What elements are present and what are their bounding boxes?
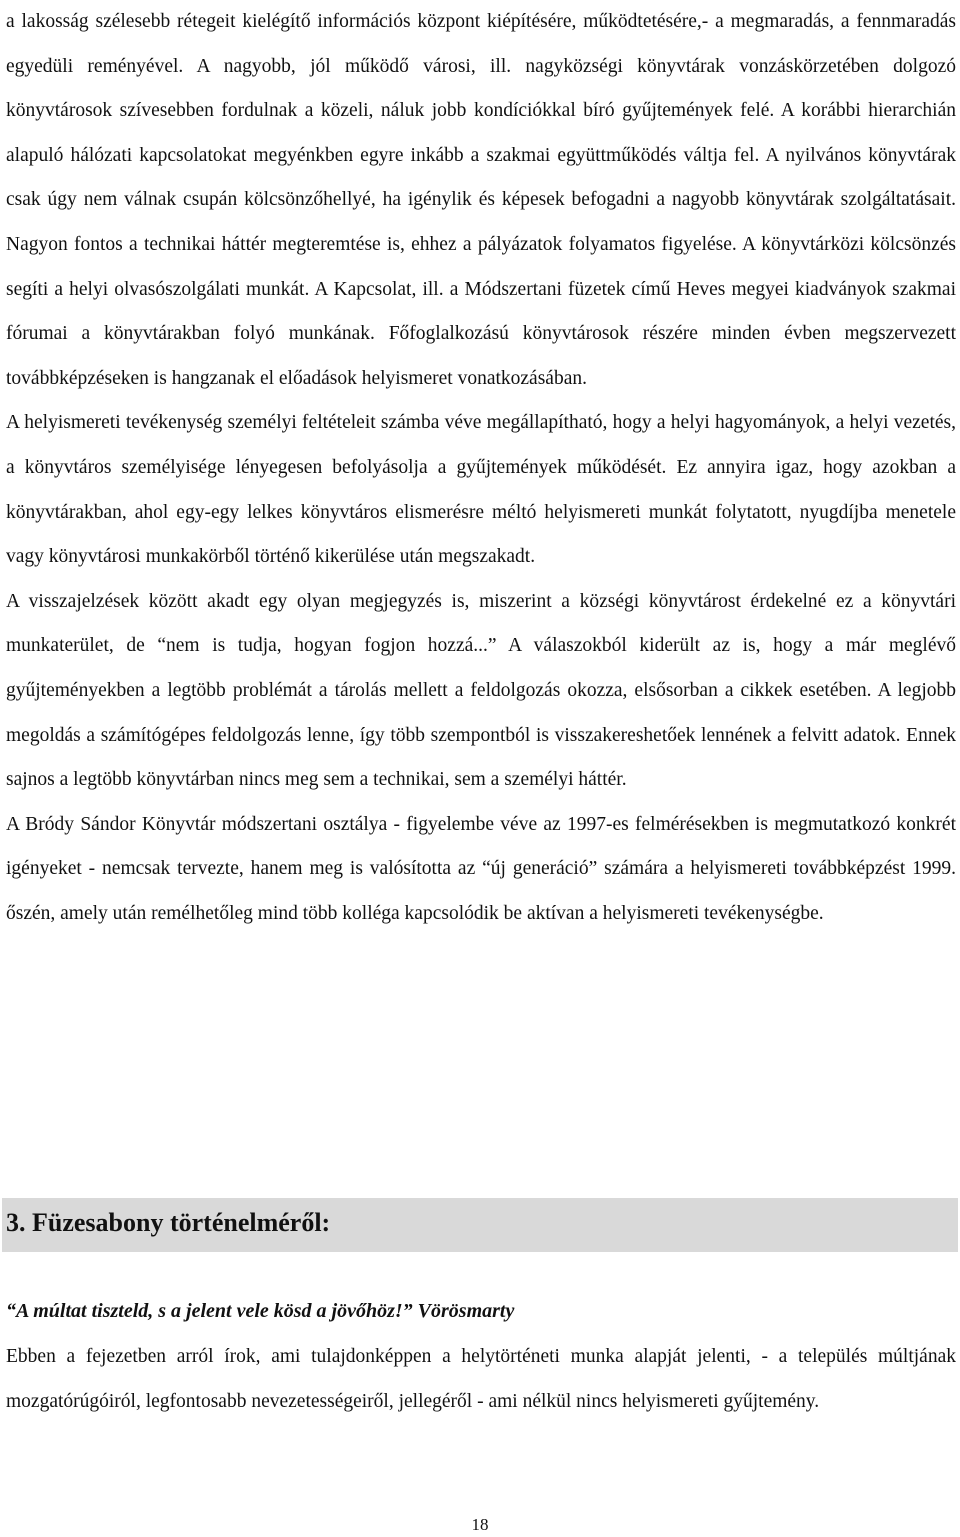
section-heading: 3. Füzesabony történelméről: [6,1208,331,1237]
document-body [6,0,956,936]
paragraph-4: A Bródy Sándor Könyvtár módszertani osztálya - figyelembe véve az 1997-es felmérésekben is megmutatkozó konkrét igényeket - nemcsak tervezte, hanem meg is valósította az “új generáció” számára a helyismereti továbbképzést 1999. őszén, amely után remélhetőleg mind több kolléga kapcsolódik be aktívan a helyismereti tevékenységbe. [6,813,956,924]
page-number: 18 [471,1515,489,1534]
section-paragraph: Ebben a fejezetben arról írok, ami tulajdonképpen a helytörténeti munka alapját jelenti, - a település múltjának mozgatórúgóiról, legfontosabb nevezetességeiről, jellegéről - ami nélkül nincs helyismereti gyűjtemény. [6,1346,956,1412]
paragraph-1: a lakosság szélesebb rétegeit kielégítő információs központ kiépítésére, működtetésére,- a megmaradás, a fennmaradás egyedüli reményével. A nagyobb, jól működő városi, ill. nagyközségi könyvtárak vonzáskörzetében dolgozó könyvtárosok szívesebben fordulnak a közeli, náluk jobb kondíciókkal bíró gyűjtemények felé. A korábbi hierarchián alapuló hálózati kapcsolatokat megyénkben egyre inkább a szakmai együttműködés váltja fel. A nyilvános könyvtárak csak úgy nem válnak csupán kölcsönzőhellyé, ha igénylik és képesek befogadni a nagyobb könyvtárak szolgáltatásait. Nagyon fontos a technikai háttér megteremtése is, ehhez a pályázatok folyamatos figyelése. A könyvtárközi kölcsönzés segíti a helyi olvasószolgálati munkát. A Kapcsolat, ill. a Módszertani füzetek című Heves megyei kiadványok szakmai fórumai a könyvtárakban folyó munkának. Főfoglalkozású könyvtárosok részére minden évben megszervezett továbbképzéseken is hangzanak el előadások helyismeret vonatkozásában. [6,11,956,389]
paragraph-3: A visszajelzések között akadt egy olyan megjegyzés is, miszerint a községi könyvtárost érdekelné ez a könyvtári munkaterület, de “nem is tudja, hogyan fogjon hozzá...” A válaszokból kiderült az is, hogy a már meglévő gyűjteményekben a legtöbb problémát a tárolás mellett a feldolgozás okozza, elsősorban a cikkek esetében. A legjobb megoldás a számítógépes feldolgozás lenne, így több szempontból is visszakereshetőek lennének a felvitt adatok. Ennek sajnos a legtöbb könyvtárban nincs meg sem a technikai, sem a személyi háttér. [6,590,956,791]
motto-quote: “A múltat tiszteld, s a jelent vele kösd a jövőhöz!” Vörösmarty [6,1300,515,1322]
paragraph-2: A helyismereti tevékenység személyi feltételeit számba véve megállapítható, hogy a helyi hagyományok, a helyi vezetés, a könyvtáros személyisége lényegesen befolyásolja a gyűjtemények működését. Ez annyira igaz, hogy azokban a könyvtárakban, ahol egy-egy lelkes könyvtáros elismerésre méltó helyismereti munkát folytatott, nyugdíjba menetele vagy könyvtárosi munkakörből történő kikerülése után megszakadt. [6,412,956,568]
